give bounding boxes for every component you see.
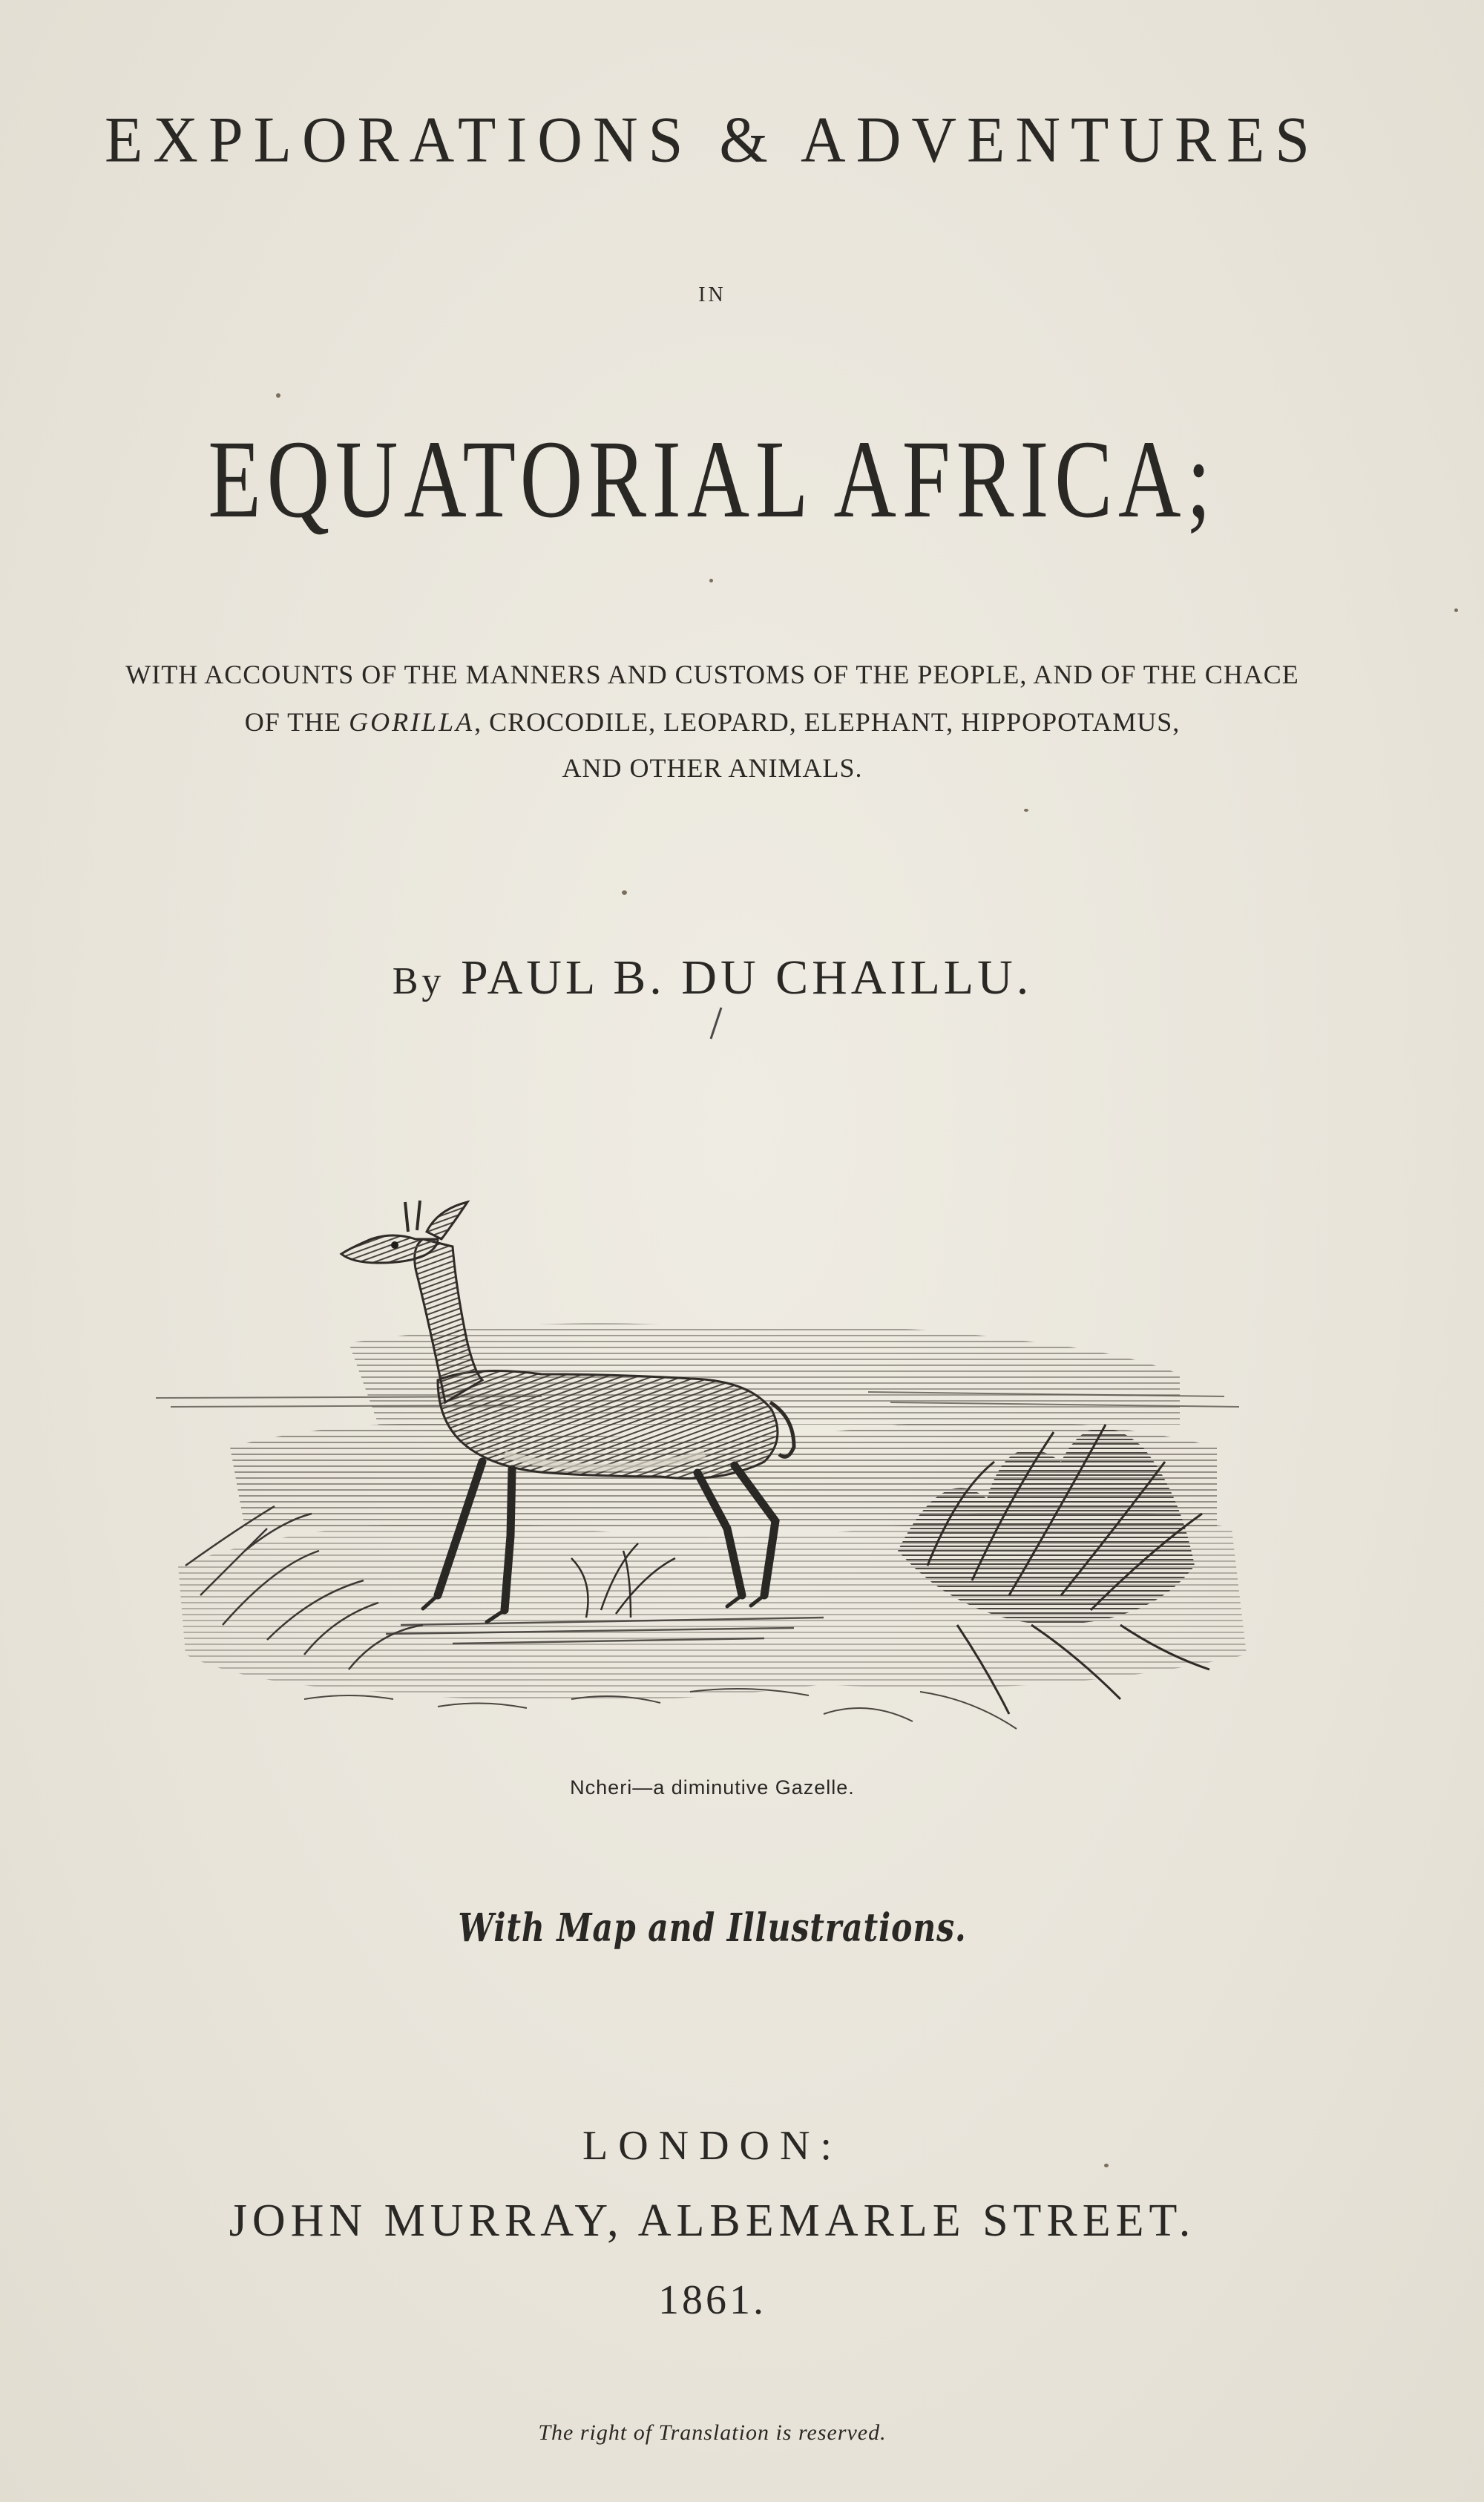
foxing-speck: [276, 393, 280, 398]
author-name: PAUL B. DU CHAILLU.: [460, 950, 1033, 1005]
pencil-mark-icon: [705, 1006, 727, 1040]
foxing-speck: [622, 890, 627, 895]
subtitle-line-3: AND OTHER ANIMALS.: [562, 753, 863, 783]
foxing-speck: [709, 579, 713, 582]
imprint-place: LONDON:: [582, 2123, 842, 2169]
foxing-speck: [1454, 608, 1458, 612]
subtitle-line-2-prefix: OF THE: [244, 707, 349, 737]
subtitle-gorilla: GORILLA: [349, 707, 475, 737]
foxing-speck: [1104, 2164, 1109, 2167]
title-line-1: EXPLORATIONS & ADVENTURES: [104, 103, 1321, 177]
imprint-year: 1861.: [658, 2277, 766, 2323]
byline-by: By: [392, 960, 445, 1002]
gazelle-engraving-icon: [156, 1180, 1269, 1751]
subtitle-line-1: WITH ACCOUNTS OF THE MANNERS AND CUSTOMS OF THE PEOPLE, AND OF THE CHACE: [125, 660, 1299, 689]
illustrations-note: With Map and Illustrations.: [458, 1905, 967, 1951]
title-connector: IN: [698, 283, 726, 306]
byline: [0, 950, 1425, 1006]
subtitle-line-2-suffix: , CROCODILE, LEOPARD, ELEPHANT, HIPPOPOTAMUS,: [474, 707, 1181, 737]
subtitle-line-2: [0, 706, 1425, 738]
main-title: EQUATORIAL AFRICA;: [208, 418, 1217, 541]
foxing-speck: [1024, 809, 1028, 812]
imprint-publisher: JOHN MURRAY, ALBEMARLE STREET.: [229, 2196, 1196, 2246]
illustration-caption: Ncheri—a diminutive Gazelle.: [570, 1776, 855, 1799]
rights-notice: The right of Translation is reserved.: [538, 2420, 887, 2445]
